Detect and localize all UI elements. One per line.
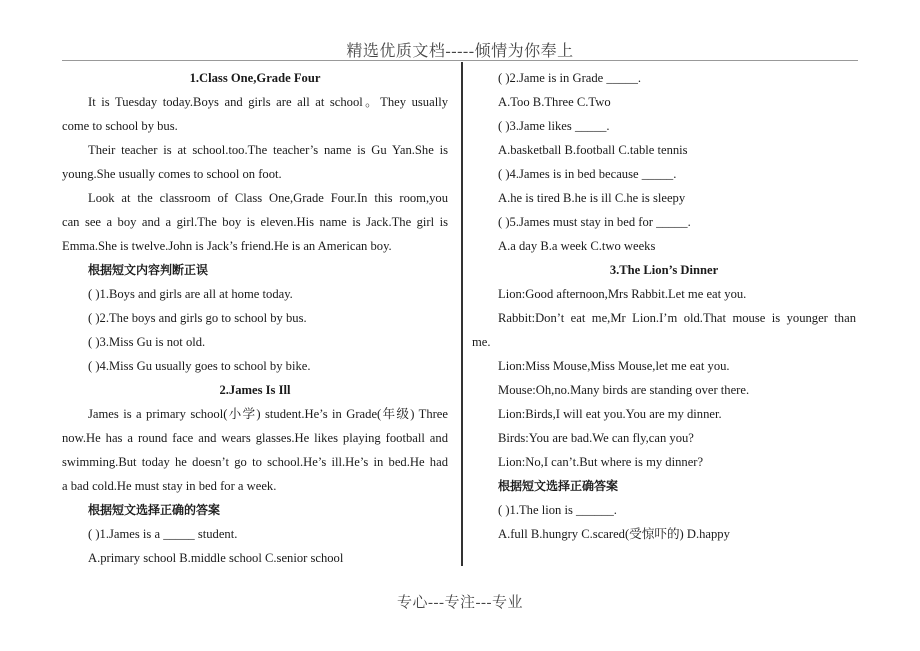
- answer-options: A.he is tired B.he is ill C.he is sleepy: [498, 191, 686, 205]
- answer-options: A.a day B.a week C.two weeks: [498, 239, 656, 253]
- paragraph-line: now.He has a round face and wears glasses.He likes playing football and: [62, 431, 448, 445]
- question-item: ( )1.The lion is ______.: [498, 503, 617, 517]
- question-item: ( )1.Boys and girls are all at home today.: [88, 287, 293, 301]
- dialogue-line: Lion:Miss Mouse,Miss Mouse,let me eat you.: [498, 359, 730, 373]
- answer-options: A.basketball B.football C.table tennis: [498, 143, 688, 157]
- question-item: ( )1.James is a _____ student.: [88, 527, 238, 541]
- right-column: [472, 66, 856, 546]
- section-title: 2.James Is Ill: [219, 383, 291, 397]
- paragraph-line: a bad cold.He must stay in bed for a week.: [62, 479, 277, 493]
- instruction-heading: 根据短文内容判断正误: [88, 263, 209, 277]
- page-header: 精选优质文档-----倾情为你奉上: [346, 43, 574, 60]
- question-item: ( )4.James is in bed because _____.: [498, 167, 677, 181]
- instruction-heading: 根据短文选择正确答案: [498, 479, 619, 493]
- dialogue-line: me.: [472, 335, 491, 349]
- question-item: ( )2.Jame is in Grade _____.: [498, 71, 642, 85]
- question-item: ( )2.The boys and girls go to school by bus.: [88, 311, 307, 325]
- paragraph-line: Look at the classroom of Class One,Grade Four.In this room,you: [88, 191, 448, 205]
- answer-options: A.Too B.Three C.Two: [498, 95, 611, 109]
- paragraph-line: can see a boy and a girl.The boy is eleven.His name is Jack.The girl is: [62, 215, 448, 229]
- question-item: ( )4.Miss Gu usually goes to school by bike.: [88, 359, 311, 373]
- dialogue-line: Lion:No,I can’t.But where is my dinner?: [498, 455, 704, 469]
- page-footer: 专心---专注---专业: [397, 595, 523, 611]
- dialogue-line: Rabbit:Don’t eat me,Mr Lion.I’m old.That mouse is younger than: [498, 311, 856, 325]
- question-item: ( )3.Jame likes _____.: [498, 119, 610, 133]
- left-column: [62, 66, 448, 570]
- paragraph-line: swimming.But today he doesn’t go to school.He’s ill.He’s in bed.He had: [62, 455, 448, 469]
- header-rule: [62, 60, 858, 61]
- instruction-heading: 根据短文选择正确的答案: [88, 503, 221, 517]
- paragraph-line: It is Tuesday today.Boys and girls are all at school。They usually: [88, 95, 448, 109]
- question-item: ( )3.Miss Gu is not old.: [88, 335, 206, 349]
- column-divider: [461, 62, 463, 566]
- paragraph-line: James is a primary school(小学) student.He’s in Grade(年级) Three: [88, 407, 448, 421]
- paragraph-line: come to school by bus.: [62, 119, 178, 133]
- section-title: 3.The Lion’s Dinner: [609, 263, 719, 277]
- dialogue-line: Lion:Birds,I will eat you.You are my dinner.: [498, 407, 722, 421]
- dialogue-line: Birds:You are bad.We can fly,can you?: [498, 431, 694, 445]
- dialogue-line: Mouse:Oh,no.Many birds are standing over there.: [498, 383, 750, 397]
- dialogue-line: Lion:Good afternoon,Mrs Rabbit.Let me eat you.: [498, 287, 747, 301]
- answer-options: A.primary school B.middle school C.senior school: [88, 551, 344, 565]
- paragraph-line: Their teacher is at school.too.The teacher’s name is Gu Yan.She is: [88, 143, 448, 157]
- question-item: ( )5.James must stay in bed for _____.: [498, 215, 691, 229]
- paragraph-line: Emma.She is twelve.John is Jack’s friend.He is an American boy.: [62, 239, 392, 253]
- paragraph-line: young.She usually comes to school on foot.: [62, 167, 282, 181]
- answer-options: A.full B.hungry C.scared(受惊吓的) D.happy: [498, 527, 730, 541]
- section-title: 1.Class One,Grade Four: [189, 71, 321, 85]
